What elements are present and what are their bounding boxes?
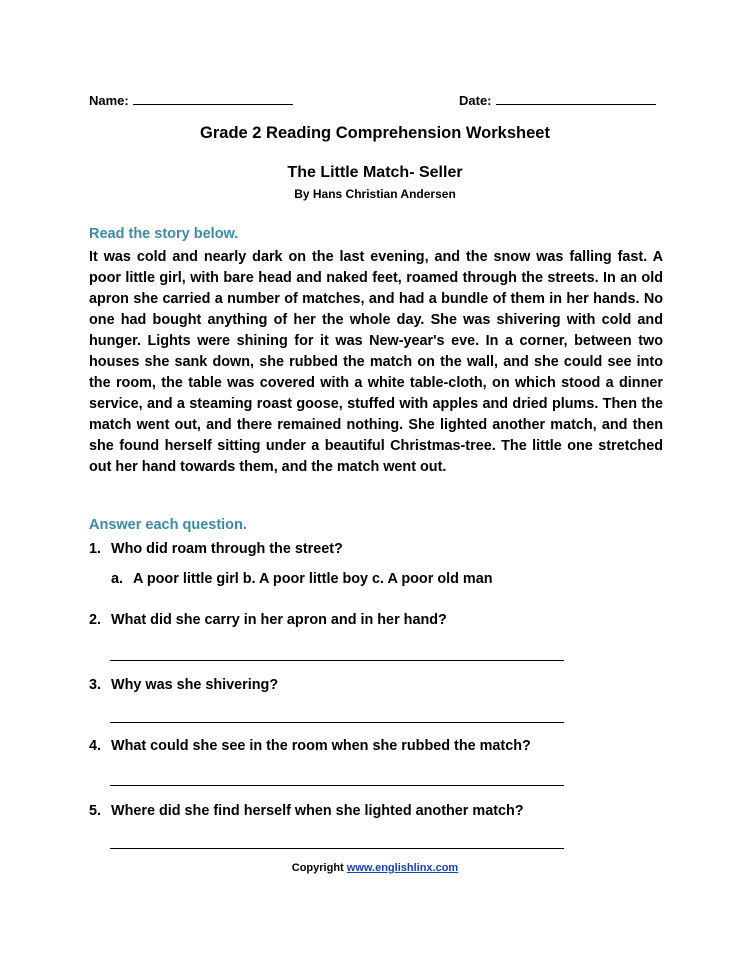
answer-instruction: Answer each question. bbox=[89, 517, 247, 533]
question-number: 1. bbox=[89, 541, 102, 557]
story-paragraph: It was cold and nearly dark on the last evening, and the snow was falling fast. A poor little girl, with bare head and naked feet, roamed through the streets. In an old apron she carried a number of matches, and had a bundle of them in her hands. No one had bought anything of her the whole day. She was shivering with cold and hunger. Lights were shining for it was New-year's eve. In a corner, between two houses she sank down, she rubbed the match on the wall, and she could see into the room, the table was covered with a white table-cloth, on which stood a dinner service, and a steaming roast goose, stuffed with apples and dried plums. Then the match went out, and there remained nothing. She lighted another match, and then she found herself sitting under a beautiful Christmas-tree. The little one stretched out her hand towards them, and the match went out. bbox=[89, 249, 663, 475]
question-5 bbox=[89, 803, 524, 819]
story-title: The Little Match- Seller bbox=[287, 164, 463, 181]
question-number: 2. bbox=[89, 612, 102, 628]
question-text: What did she carry in her apron and in her hand? bbox=[111, 612, 447, 628]
copyright-prefix: Copyright bbox=[291, 862, 347, 874]
header-row bbox=[89, 90, 659, 110]
copyright-footer bbox=[0, 862, 750, 874]
question-number: 3. bbox=[89, 677, 102, 693]
question-number: 4. bbox=[89, 738, 102, 754]
option-a-letter: a. bbox=[111, 571, 124, 587]
date-label: Date: bbox=[459, 93, 492, 108]
answer-line-4[interactable] bbox=[110, 785, 564, 786]
date-field bbox=[459, 90, 656, 108]
name-blank-line[interactable] bbox=[133, 90, 293, 105]
question-3 bbox=[89, 677, 278, 693]
answer-line-2[interactable] bbox=[110, 660, 564, 661]
question-1-options bbox=[111, 571, 493, 587]
name-label: Name: bbox=[89, 93, 129, 108]
question-2 bbox=[89, 612, 447, 628]
date-blank-line[interactable] bbox=[496, 90, 656, 105]
question-text: Where did she find herself when she lighted another match? bbox=[111, 803, 524, 819]
worksheet-title: Grade 2 Reading Comprehension Worksheet bbox=[200, 124, 550, 142]
question-1 bbox=[89, 541, 343, 557]
name-field bbox=[89, 90, 293, 108]
answer-line-3[interactable] bbox=[110, 722, 564, 723]
question-text: Why was she shivering? bbox=[111, 677, 279, 693]
copyright-link[interactable]: www.englishlinx.com bbox=[346, 862, 459, 874]
question-4 bbox=[89, 738, 531, 754]
answer-line-5[interactable] bbox=[110, 848, 564, 849]
story-author: By Hans Christian Andersen bbox=[294, 187, 456, 201]
question-text: What could she see in the room when she rubbed the match? bbox=[111, 738, 531, 754]
read-instruction: Read the story below. bbox=[89, 226, 239, 242]
question-number: 5. bbox=[89, 803, 102, 819]
question-text: Who did roam through the street? bbox=[111, 541, 343, 557]
options-text: A poor little girl b. A poor little boy c. A poor old man bbox=[133, 571, 493, 587]
